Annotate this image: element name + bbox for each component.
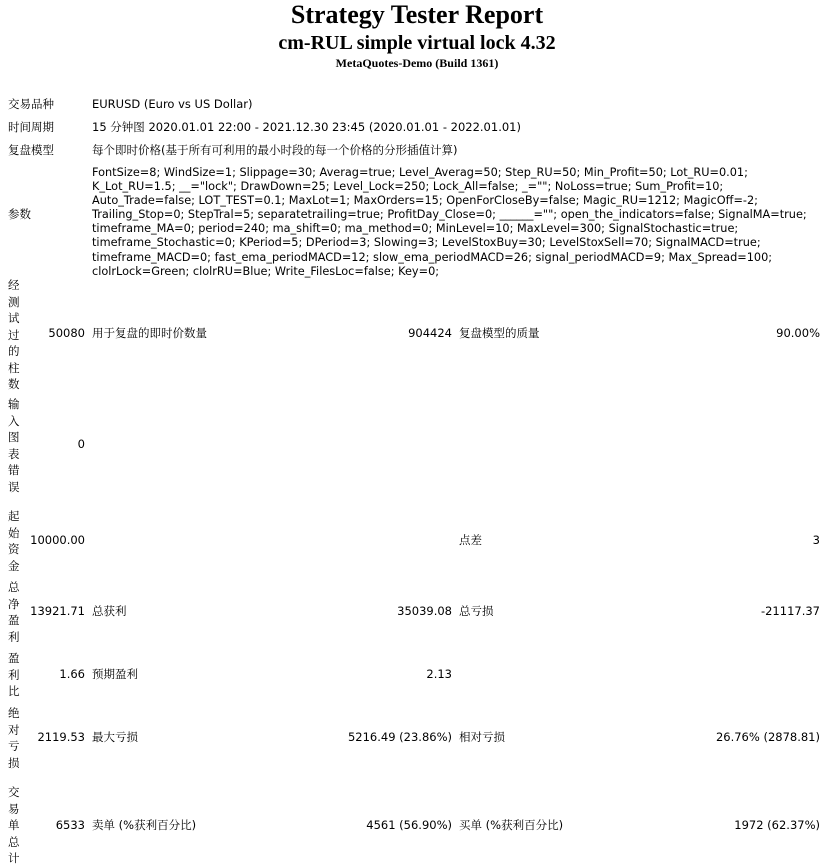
- gross-profit-value: 35039.08: [397, 604, 452, 618]
- gross-profit-label: 总获利: [92, 604, 127, 618]
- abs-drawdown-value: 2119.53: [37, 730, 85, 744]
- report-title: Strategy Tester Report: [290, 0, 544, 29]
- deposit-label: 起始资金: [8, 509, 20, 573]
- total-trades-label: 交易单总计: [8, 785, 20, 865]
- model-label: 复盘模型: [8, 143, 54, 157]
- rel-drawdown-label: 相对亏损: [459, 730, 505, 744]
- symbol-value: EURUSD (Euro vs US Dollar): [92, 97, 253, 111]
- deposit-value: 10000.00: [30, 533, 85, 547]
- errors-value: 0: [77, 437, 85, 451]
- errors-label: 输入图表错误: [8, 397, 20, 494]
- total-trades-value: 6533: [55, 818, 85, 832]
- gross-loss-label: 总亏损: [459, 604, 494, 618]
- params-label: 参数: [8, 207, 31, 221]
- long-positions-label: 买单 (%获利百分比): [459, 818, 564, 832]
- quality-label: 复盘模型的质量: [459, 326, 540, 340]
- params-value: FontSize=8; WindSize=1; Slippage=30; Averag=true; Level_Averag=50; Step_RU=50; Min_Profit=50; Lot_RU=0.01; K_Lot_RU=1.5; __="lock"; DrawDown=25; Level_Lock=250; Lock_All=false; _=""; NoLoss=true; Sum_Profit=10; Auto_Trade=false; LOT_TEST=0.1; MaxLot=1; MaxOrders=15; OpenForCloseBy=false; Magic_RU=1212; MagicOff=-2; Trailing_Stop=0; StepTral=5; separatetrailing=true; ProfitDay_Close=0; ______=""; open_the_indicators=false; SignalMA=true; timeframe_MA=0; period=240; ma_shift=0; ma_method=0; MinLevel=10; MaxLevel=300; SignalStochastic=true; timeframe_Stochastic=0; KPeriod=5; DPeriod=3; Slowing=3; LevelStoxBuy=30; LevelStoxSell=70; SignalMACD=true; timeframe_MACD=0; fast_ema_periodMACD=12; slow_ema_periodMACD=26; signal_periodMACD=9; Max_Spread=100; clolrLock=Green; clolrRU=Blue; Write_FilesLoc=false; Key=0;: [92, 166, 807, 278]
- max-drawdown-label: 最大亏损: [92, 730, 138, 744]
- period-value: 15 分钟图 2020.01.01 22:00 - 2021.12.30 23:45 (2020.01.01 - 2022.01.01): [92, 120, 521, 134]
- ticks-value: 904424: [408, 326, 452, 340]
- bars-value: 50080: [48, 326, 85, 340]
- profit-factor-label: 盈利比: [8, 651, 20, 698]
- model-value: 每个即时价格(基于所有可利用的最小时段的每一个价格的分形插值计算): [92, 143, 458, 157]
- net-profit-value: 13921.71: [30, 604, 85, 618]
- quality-value: 90.00%: [776, 326, 820, 340]
- abs-drawdown-label: 绝对亏损: [8, 706, 20, 770]
- net-profit-label: 总净盈利: [8, 580, 20, 644]
- short-positions-label: 卖单 (%获利百分比): [92, 818, 197, 832]
- period-label: 时间周期: [8, 120, 54, 134]
- short-positions-value: 4561 (56.90%): [366, 818, 452, 832]
- expected-payoff-value: 2.13: [426, 667, 452, 681]
- gross-loss-value: -21117.37: [760, 604, 820, 618]
- expert-name: cm-RUL simple virtual lock 4.32: [278, 32, 556, 54]
- bars-label: 经测试过的柱数: [8, 278, 20, 391]
- long-positions-value: 1972 (62.37%): [734, 818, 820, 832]
- spread-label: 点差: [459, 533, 482, 547]
- max-drawdown-value: 5216.49 (23.86%): [347, 730, 452, 744]
- profit-factor-value: 1.66: [59, 667, 85, 681]
- symbol-label: 交易品种: [8, 97, 54, 111]
- rel-drawdown-value: 26.76% (2878.81): [715, 730, 820, 744]
- ticks-label: 用于复盘的即时价数量: [92, 326, 207, 340]
- expected-payoff-label: 预期盈利: [92, 667, 138, 681]
- spread-value: 3: [812, 533, 820, 547]
- server-build: MetaQuotes-Demo (Build 1361): [335, 56, 499, 70]
